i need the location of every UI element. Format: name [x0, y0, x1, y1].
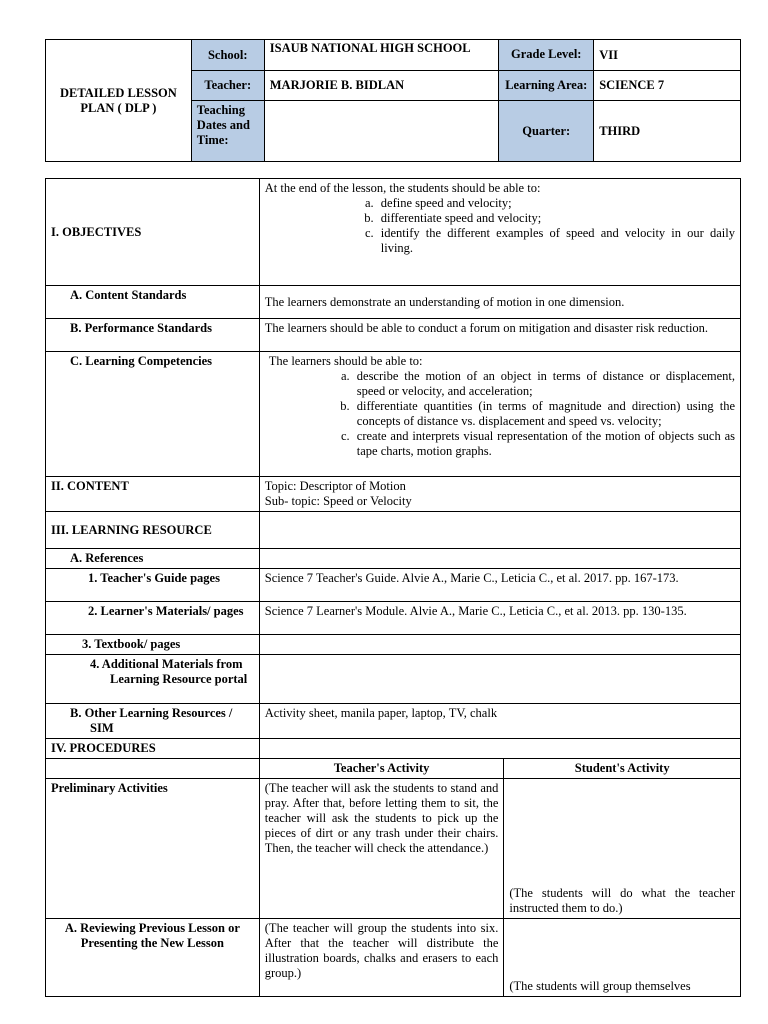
competency-item: c. create and interprets visual representation of the motion of objects such as tape charts, motion graphs.	[353, 429, 735, 459]
lesson-table	[45, 178, 741, 997]
learners-materials-text: Science 7 Learner's Module. Alvie A., Marie C., Leticia C., et al. 2013. pp. 130-135.	[259, 602, 740, 635]
area-value: SCIENCE 7	[594, 71, 741, 101]
reviewing-student: (The students will group themselves	[504, 919, 741, 997]
content-label: II. CONTENT	[46, 477, 260, 512]
competencies-cell	[259, 352, 740, 477]
dlp-title: DETAILED LESSON PLAN ( DLP )	[46, 40, 192, 162]
objective-item: b. differentiate speed and velocity;	[377, 211, 735, 226]
additional-label	[46, 655, 260, 704]
student-activity-header: Student's Activity	[504, 759, 741, 779]
content-topic: Topic: Descriptor of Motion	[264, 479, 406, 493]
references-label: A. References	[46, 549, 260, 569]
header-table	[45, 39, 741, 162]
grade-label: Grade Level:	[499, 40, 594, 71]
school-label: School:	[191, 40, 264, 71]
textbook-text	[259, 635, 740, 655]
dates-value	[264, 101, 499, 162]
objectives-intro: At the end of the lesson, the students should be able to:	[264, 181, 541, 195]
content-standards-label: A. Content Standards	[46, 286, 260, 319]
other-resources-text: Activity sheet, manila paper, laptop, TV, chalk	[259, 704, 740, 739]
competencies-list	[265, 369, 735, 459]
additional-label-text: 4. Additional Materials from Learning Resource portal	[90, 657, 248, 686]
other-resources-label: B. Other Learning Resources / SIM	[46, 704, 260, 739]
grade-value: VII	[594, 40, 741, 71]
competencies-intro: The learners should be able to:	[268, 354, 423, 368]
preliminary-label: Preliminary Activities	[46, 779, 260, 919]
objective-item: a. define speed and velocity;	[377, 196, 735, 211]
objectives-label: I. OBJECTIVES	[46, 179, 260, 286]
procedures-label: IV. PROCEDURES	[46, 739, 260, 759]
dates-label: Teaching Dates and Time:	[191, 101, 264, 162]
competencies-label: C. Learning Competencies	[46, 352, 260, 477]
quarter-label: Quarter:	[499, 101, 594, 162]
content-cell	[259, 477, 740, 512]
teacher-activity-header: Teacher's Activity	[259, 759, 504, 779]
references-value	[259, 549, 740, 569]
teacher-value: MARJORIE B. BIDLAN	[264, 71, 499, 101]
content-standards-text: The learners demonstrate an understanding of motion in one dimension.	[259, 286, 740, 319]
objective-item: c. identify the different examples of speed and velocity in our daily living.	[377, 226, 735, 256]
preliminary-student: (The students will do what the teacher instructed them to do.)	[504, 779, 741, 919]
competency-item: b. differentiate quantities (in terms of magnitude and direction) using the concepts of distance vs. displacement and speed vs. velocity;	[353, 399, 735, 429]
performance-standards-text: The learners should be able to conduct a forum on mitigation and disaster risk reduction.	[259, 319, 740, 352]
reviewing-teacher: (The teacher will group the students into six. After that the teacher will distribute the illustration boards, chalks and erasers to each group.)	[259, 919, 504, 997]
textbook-label: 3. Textbook/ pages	[46, 635, 260, 655]
performance-standards-label: B. Performance Standards	[46, 319, 260, 352]
learning-resource-value	[259, 512, 740, 549]
teacher-label: Teacher:	[191, 71, 264, 101]
reviewing-label: A. Reviewing Previous Lesson or Presenting the New Lesson	[46, 919, 260, 997]
teachers-guide-text: Science 7 Teacher's Guide. Alvie A., Marie C., Leticia C., et al. 2017. pp. 167-173.	[259, 569, 740, 602]
quarter-value: THIRD	[594, 101, 741, 162]
teachers-guide-label: 1. Teacher's Guide pages	[46, 569, 260, 602]
area-label: Learning Area:	[499, 71, 594, 101]
school-value: ISAUB NATIONAL HIGH SCHOOL	[264, 40, 499, 71]
objectives-cell	[259, 179, 740, 286]
competency-item: a. describe the motion of an object in terms of distance or displacement, speed or velocity, and acceleration;	[353, 369, 735, 399]
learners-materials-label: 2. Learner's Materials/ pages	[46, 602, 260, 635]
content-subtopic: Sub- topic: Speed or Velocity	[264, 494, 412, 508]
objectives-list	[265, 196, 735, 256]
preliminary-teacher: (The teacher will ask the students to stand and pray. After that, before letting them to sit, the teacher will ask the students to pick up the pieces of dirt or any trash under their chairs. Then, the teacher will check the attendance.)	[259, 779, 504, 919]
procedures-value	[259, 739, 740, 759]
additional-text	[259, 655, 740, 704]
procedures-blank	[46, 759, 260, 779]
learning-resource-label: III. LEARNING RESOURCE	[46, 512, 260, 549]
